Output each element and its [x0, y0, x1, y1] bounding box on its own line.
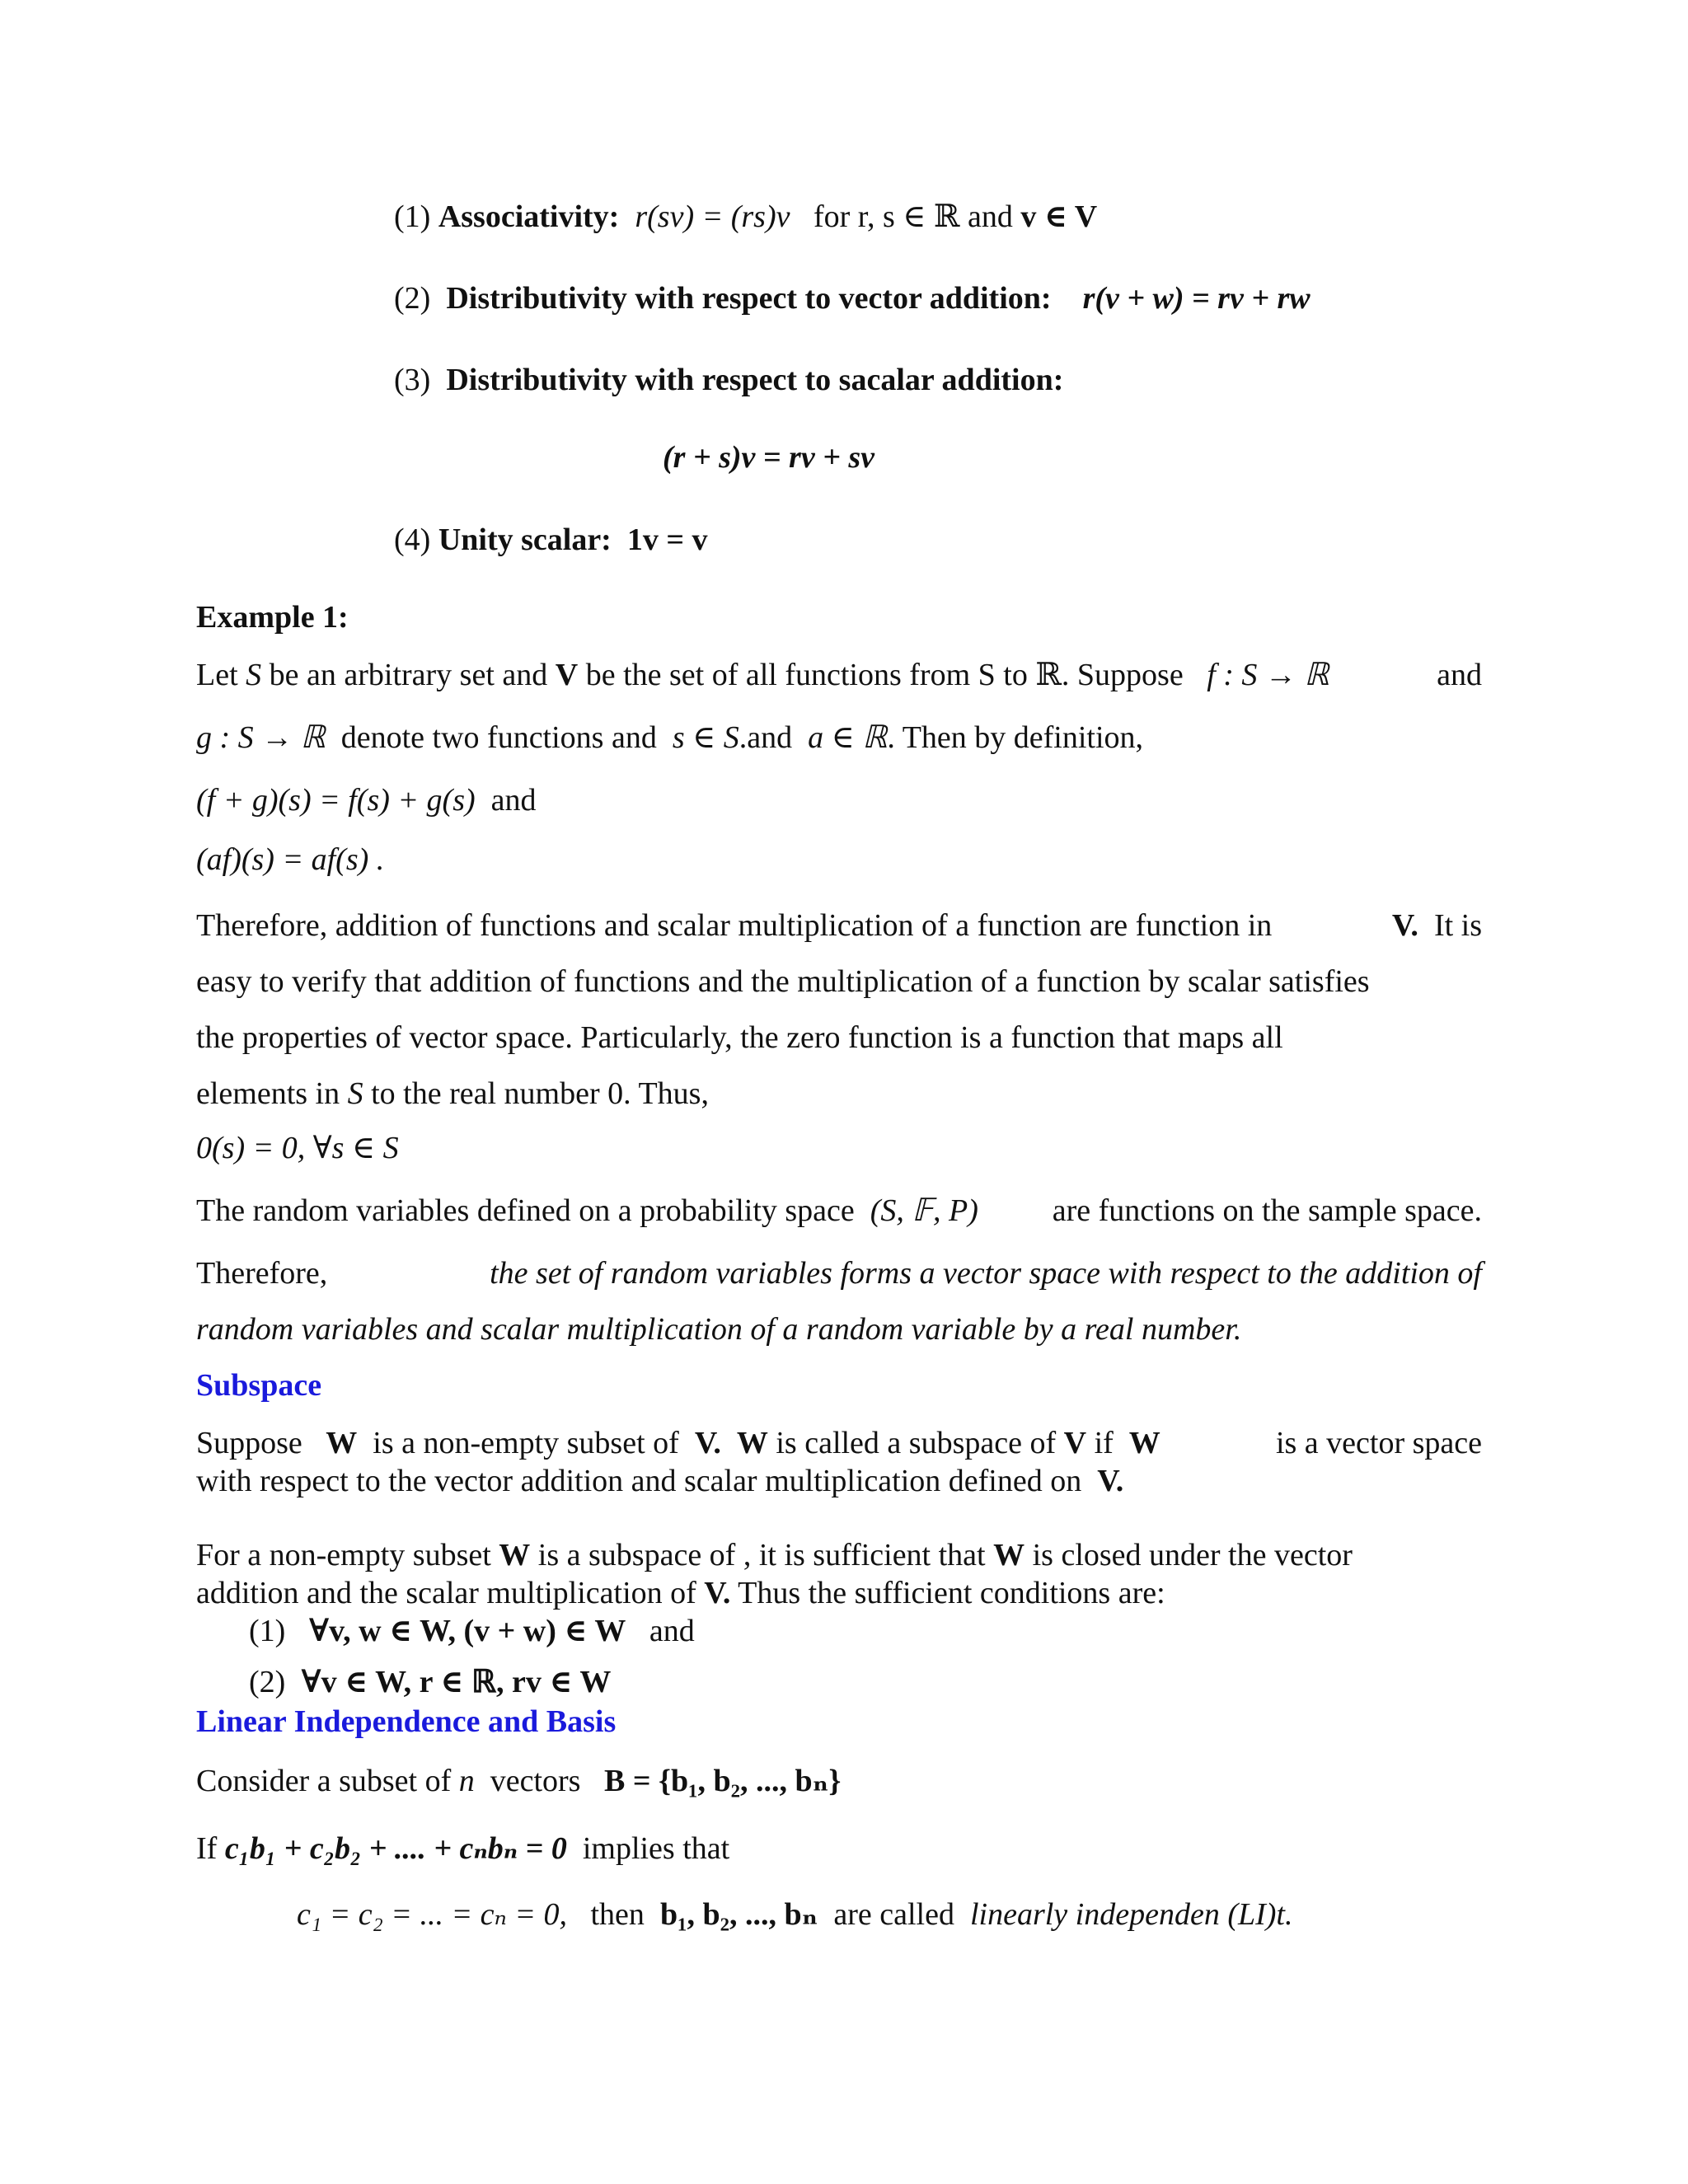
subspace-line-4: addition and the scalar multiplication of V. Thus the sufficient conditions are: [196, 1576, 1165, 1610]
paragraph-1-line-2: easy to verify that addition of functions and the multiplication of a function by scalar satisfies [196, 964, 1370, 999]
property-4-title: Unity scalar: [438, 523, 612, 557]
property-2-number: (2) [394, 281, 431, 316]
paragraph-1-line-3: the properties of vector space. Particularly, the zero function is a function that maps all [196, 1020, 1283, 1055]
property-3 [394, 364, 1063, 396]
linear-line-3: c₁ = c₂ = ... = cₙ = 0, then b₁, b₂, ..., bₙ are called linearly independen (LI)t. [297, 1897, 1293, 1932]
property-3-title: Distributivity with respect to sacalar addition: [446, 363, 1064, 397]
example-line-1: Let S be an arbitrary set and V be the set of all functions from S to ℝ. Suppose f : S → ℝ and [196, 658, 1482, 692]
property-4 [394, 524, 708, 555]
subspace-line-1: Suppose W is a non-empty subset of V. W is called a subspace of V if W is a vector space [196, 1426, 1482, 1460]
property-1-title: Associativity: [438, 199, 620, 234]
linear-line-2: If c₁b₁ + c₂b₂ + .... + cₙbₙ = 0 implies that [196, 1831, 730, 1866]
linear-line-1: Consider a subset of n vectors B = {b₁, b₂, ..., bₙ} [196, 1764, 842, 1798]
property-1-condition: for r, s ∈ ℝ [814, 199, 960, 234]
paragraph-2-line-1: The random variables defined on a probability space (S, 𝔽, P) are functions on the sample space. [196, 1193, 1482, 1228]
paragraph-1-line-4: elements in S to the real number 0. Thus, [196, 1076, 709, 1111]
subspace-line-3: For a non-empty subset W is a subspace of , it is sufficient that W is closed under the vector [196, 1538, 1353, 1572]
property-3-formula: (r + s)v = rv + sv [663, 440, 875, 475]
property-2-formula: r(v + w) = rv + rw [1082, 281, 1311, 316]
subspace-line-2: with respect to the vector addition and scalar multiplication defined on V. [196, 1464, 1124, 1498]
subspace-condition-1: (1) ∀v, w ∈ W, (v + w) ∈ W and [249, 1614, 695, 1648]
property-1-vector-condition: v ∈ V [1020, 199, 1098, 234]
equation-scalar: (af)(s) = af(s) . [196, 842, 385, 877]
property-4-formula: 1v = v [626, 523, 708, 557]
property-3-number: (3) [394, 363, 431, 397]
equation-sum: (f + g)(s) = f(s) + g(s) and [196, 783, 537, 818]
equation-zero-function: 0(s) = 0, ∀s ∈ S [196, 1131, 399, 1165]
subspace-condition-2: (2) ∀v ∈ W, r ∈ ℝ, rv ∈ W [249, 1665, 612, 1699]
property-2 [394, 283, 1311, 314]
property-4-number: (4) [394, 523, 431, 557]
property-1-and: and [967, 199, 1013, 234]
property-1-number: (1) [394, 199, 431, 234]
example-line-2: g : S → ℝ denote two functions and s ∈ S.and a ∈ ℝ. Then by definition, [196, 720, 1144, 755]
paragraph-1-line-1: Therefore, addition of functions and scalar multiplication of a function are function in V. It is [196, 908, 1482, 943]
linear-independence-heading: Linear Independence and Basis [196, 1704, 617, 1739]
property-2-title: Distributivity with respect to vector addition: [446, 281, 1052, 316]
property-1-formula: r(sv) = (rs)v [635, 199, 790, 234]
property-1 [394, 201, 1097, 232]
paragraph-2-line-2: Therefore, the set of random variables forms a vector space with respect to the addition of [196, 1256, 1482, 1291]
subspace-heading: Subspace [196, 1368, 322, 1403]
paragraph-2-line-3: random variables and scalar multiplication of a random variable by a real number. [196, 1312, 1242, 1347]
example-heading: Example 1: [196, 600, 349, 635]
